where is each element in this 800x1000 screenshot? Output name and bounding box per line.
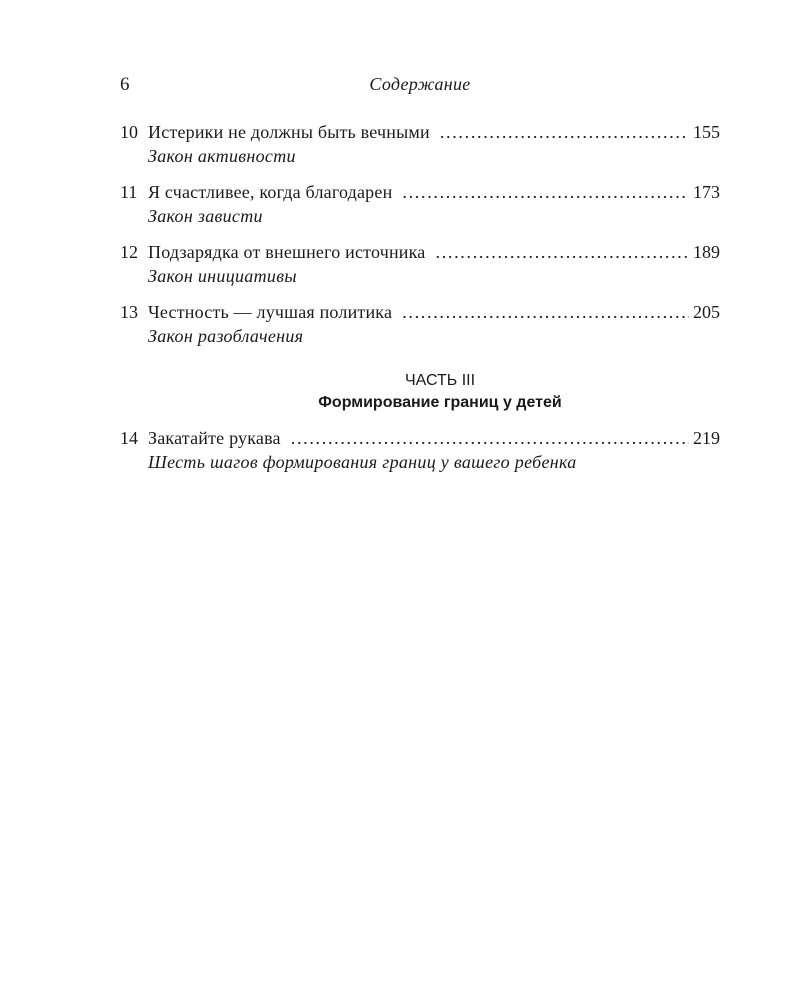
part-title: Формирование границ у детей [318, 394, 562, 411]
table-of-contents [120, 120, 720, 486]
chapter-page: 189 [693, 242, 720, 262]
chapter-number: 12 [120, 242, 138, 262]
chapter-title: Подзарядка от внешнего источника [148, 242, 426, 262]
chapter-title: Истерики не должны быть вечными [148, 122, 430, 142]
chapter-page: 173 [693, 182, 720, 202]
chapter-subtitle: Закон зависти [148, 206, 263, 226]
dot-leader [440, 120, 689, 144]
chapter-title: Я счастливее, когда благодарен [148, 182, 393, 202]
toc-entry[interactable] [120, 180, 720, 228]
chapter-subtitle: Закон активности [148, 146, 296, 166]
chapter-title: Честность — лучшая политика [148, 302, 393, 322]
chapter-subtitle: Закон разоблачения [148, 326, 304, 346]
chapter-subtitle: Закон инициативы [148, 266, 297, 286]
chapter-number: 13 [120, 302, 138, 322]
toc-entry[interactable] [120, 240, 720, 288]
running-head: Содержание [369, 74, 471, 94]
chapter-number: 10 [120, 122, 138, 142]
chapter-subtitle: Шесть шагов формирования границ у вашего ребенка [148, 452, 577, 472]
chapter-number: 11 [120, 182, 138, 202]
toc-entry[interactable] [120, 426, 720, 474]
dot-leader [402, 300, 689, 324]
chapter-page: 155 [693, 122, 720, 142]
page-number: 6 [120, 74, 130, 95]
chapter-number: 14 [120, 428, 138, 448]
toc-entry[interactable] [120, 120, 720, 168]
chapter-title: Закатайте рукава [148, 428, 281, 448]
dot-leader [291, 426, 689, 450]
part-label: ЧАСТЬ III [404, 372, 476, 389]
chapter-page: 219 [693, 428, 720, 448]
chapter-page: 205 [693, 302, 720, 322]
dot-leader [436, 240, 690, 264]
toc-entry[interactable] [120, 300, 720, 348]
dot-leader [402, 180, 689, 204]
